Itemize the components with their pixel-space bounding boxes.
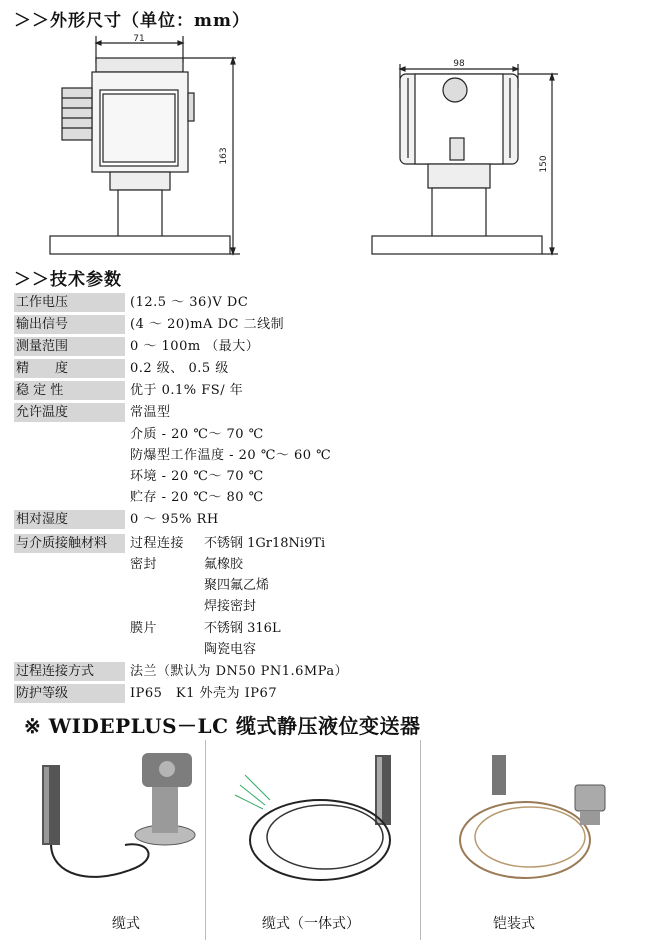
materials-label: 与介质接触材料: [14, 534, 125, 553]
material-value: 焊接密封: [204, 599, 257, 614]
material-value: 不锈钢 316L: [204, 621, 281, 636]
spec-value: 优于 0.1% FS/ 年: [130, 383, 244, 398]
specs-heading: ＞＞技术参数: [14, 270, 122, 290]
spec-value: 0.2 级、 0.5 级: [130, 361, 229, 376]
product-caption: 铠装式: [493, 916, 535, 932]
material-part: 过程连接: [130, 536, 185, 551]
spec-label: 稳 定 性: [14, 381, 125, 400]
spec-value: 环境 - 20 ℃～ 70 ℃: [130, 469, 264, 484]
spec-value: 0 ～ 100m （最大）: [130, 339, 260, 354]
spec-label: 工作电压: [14, 293, 125, 312]
dimension-drawings: [0, 28, 649, 268]
spec-value: (12.5 ～ 36)V DC: [130, 295, 249, 310]
product-photo-armored: [440, 745, 630, 895]
material-value: 氟橡胶: [204, 557, 244, 572]
left-height-label: 163: [219, 147, 229, 165]
spec-label: 精 度: [14, 359, 125, 378]
right-height-label: 150: [539, 155, 549, 173]
material-value: 不锈钢 1Gr18Ni9Ti: [204, 536, 326, 551]
right-width-label: 98: [453, 59, 465, 69]
spec-label: 相对湿度: [14, 510, 125, 529]
product-caption: 缆式: [112, 916, 140, 932]
product-caption: 缆式（一体式）: [262, 916, 360, 932]
series-title: ※ WIDEPLUS－LC 缆式静压液位变送器: [24, 714, 421, 738]
spec-value: 0 ～ 95% RH: [130, 512, 219, 527]
material-part: 膜片: [130, 621, 158, 636]
photo-separator: [420, 740, 421, 940]
product-photo-cable-type: [30, 745, 200, 895]
product-photo-integrated-cable: [225, 745, 415, 895]
spec-value: 介质 - 20 ℃～ 70 ℃: [130, 427, 264, 442]
material-value: 陶瓷电容: [204, 642, 257, 657]
material-part: 密封: [130, 557, 158, 572]
spec-label: 防护等级: [14, 684, 125, 703]
spec-value: (4 ～ 20)mA DC 二线制: [130, 317, 285, 332]
spec-value: IP65 K1 外壳为 IP67: [130, 686, 278, 701]
spec-value: 常温型: [130, 405, 171, 420]
spec-label: 测量范围: [14, 337, 125, 356]
left-width-label: 71: [133, 34, 145, 44]
spec-value: 贮存 - 20 ℃～ 80 ℃: [130, 490, 264, 505]
spec-label: 允许温度: [14, 403, 125, 422]
dimensions-heading: ＞＞外形尺寸（单位：mm）: [14, 11, 250, 31]
spec-value: 法兰（默认为 DN50 PN1.6MPa）: [130, 664, 349, 679]
material-value: 聚四氟乙烯: [204, 578, 270, 593]
spec-label: 输出信号: [14, 315, 125, 334]
spec-label: 过程连接方式: [14, 662, 125, 681]
spec-value: 防爆型工作温度 - 20 ℃～ 60 ℃: [130, 448, 332, 463]
photo-separator: [205, 740, 206, 940]
